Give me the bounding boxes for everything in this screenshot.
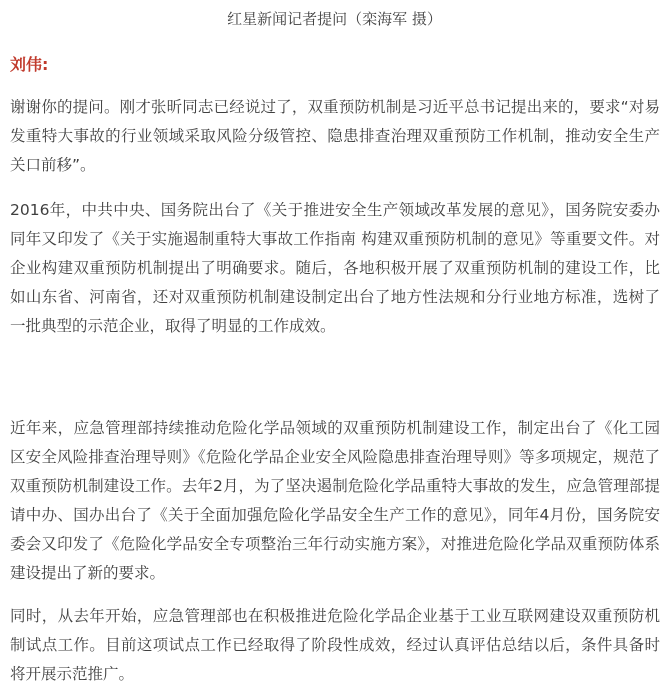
- speaker-name: 刘伟:: [10, 55, 49, 74]
- paragraph-4: 同时，从去年开始，应急管理部也在积极推进危险化学品企业基于工业互联网建设双重预防机制试点工作。目前这项试点工作已经取得了阶段性成效，经过认真评估总结以后，条件具备时将开展示范推广。: [10, 607, 660, 683]
- paragraph-3: 近年来，应急管理部持续推动危险化学品领域的双重预防机制建设工作，制定出台了《化工园区安全风险排查治理导则》《危险化学品企业安全风险隐患排查治理导则》等多项规定，规范了双重预防机制建设工作。去年2月，为了坚决遏制危险化学品重特大事故的发生，应急管理部提请中办、国办出台了《关于全面加强危险化学品安全生产工作的意见》，同年4月份，国务院安委会又印发了《危险化学品安全专项整治三年行动实施方案》，对推进危险化学品双重预防体系建设提出了新的要求。: [10, 419, 660, 582]
- paragraph-1: 谢谢你的提问。刚才张昕同志已经说过了，双重预防机制是习近平总书记提出来的，要求“对易发重特大事故的行业领域采取风险分级管控、隐患排查治理双重预防工作机制，推动安全生产关口前移”。: [10, 98, 660, 174]
- photo-caption: 红星新闻记者提问（栾海军 摄）: [227, 10, 442, 28]
- paragraph-2: 2016年，中共中央、国务院出台了《关于推进安全生产领域改革发展的意见》，国务院安委办同年又印发了《关于实施遏制重特大事故工作指南 构建双重预防机制的意见》等重要文件。对企业构建双重预防机制提出了明确要求。随后，各地积极开展了双重预防机制的建设工作，比如山东省、河南省，还对双重预防机制建设制定出台了地方性法规和分行业地方标准，选树了一批典型的示范企业，取得了明显的工作成效。: [10, 201, 660, 335]
